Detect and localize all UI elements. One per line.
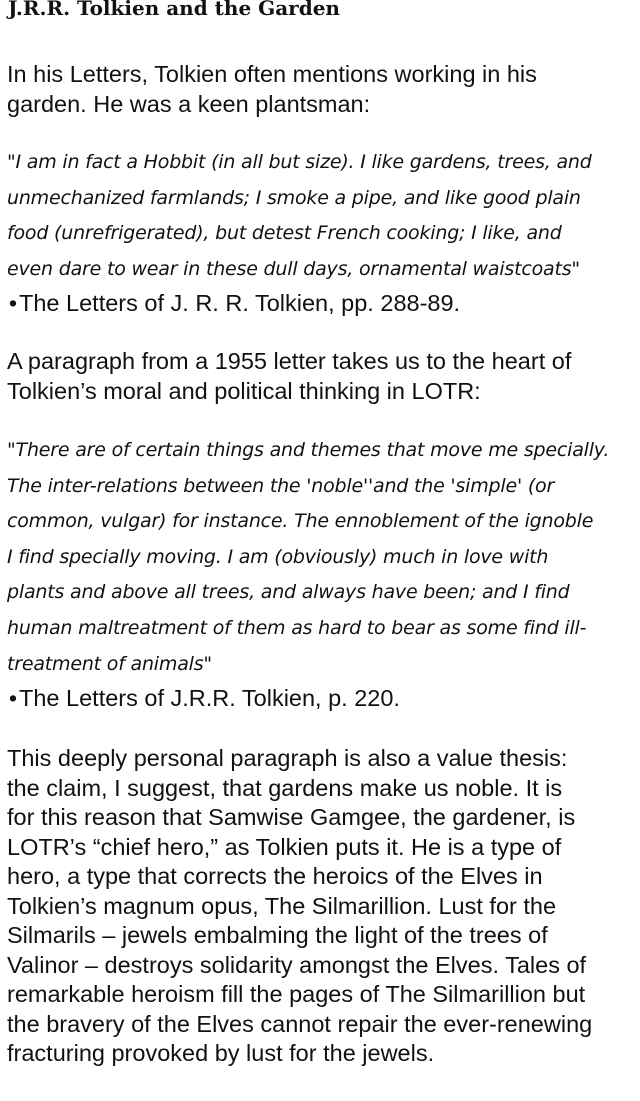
paragraph-line: Valinor – destroys solidarity amongst the Elves. Tales of bbox=[7, 951, 587, 978]
paragraph-line: LOTR’s “chief hero,” as Tolkien puts it. He is a type of bbox=[7, 833, 562, 860]
quote-line: common, vulgar) for instance. The ennoblement of the ignoble bbox=[7, 510, 594, 533]
quote-line: plants and above all trees, and always have been; and I find bbox=[7, 581, 570, 604]
intro-line: garden. He was a keen plantsman: bbox=[7, 90, 371, 117]
intro-line: In his Letters, Tolkien often mentions working in his bbox=[7, 61, 537, 87]
paragraph-line: for this reason that Samwise Gamgee, the gardener, is bbox=[7, 804, 576, 830]
paragraph-3 bbox=[7, 744, 592, 1069]
paragraph-line: Tolkien’s moral and political thinking in LOTR: bbox=[7, 377, 481, 404]
intro-paragraph bbox=[7, 60, 537, 119]
paragraph-line: This deeply personal paragraph is also a value thesis: bbox=[7, 745, 568, 771]
quote-line: "There are of certain things and themes that move me specially. bbox=[7, 439, 610, 461]
quote-line: even dare to wear in these dull days, ornamental waistcoats" bbox=[7, 257, 580, 280]
quote-line: treatment of animals" bbox=[7, 652, 212, 675]
tolkien-quote-1 bbox=[7, 145, 592, 287]
paragraph-line: the bravery of the Elves cannot repair the ever-renewing bbox=[7, 1010, 593, 1037]
paragraph-2 bbox=[7, 347, 571, 406]
paragraph-line: Tolkien’s magnum opus, The Silmarillion. Lust for the bbox=[7, 892, 557, 919]
paragraph-line: remarkable heroism fill the pages of The Silmarillion but bbox=[7, 981, 586, 1007]
tolkien-quote-2 bbox=[7, 433, 609, 682]
citation-1 bbox=[7, 289, 460, 319]
quote-line: The inter-relations between the 'noble''and the 'simple' (or bbox=[7, 474, 555, 497]
bullet-icon: • bbox=[8, 685, 18, 711]
bullet-icon: • bbox=[8, 290, 18, 316]
paragraph-line: fracturing provoked by lust for the jewels. bbox=[7, 1040, 435, 1066]
quote-line: food (unrefrigerated), but detest French cooking; I like, and bbox=[7, 222, 562, 245]
quote-line: I find specially moving. I am (obviously) much in love with bbox=[7, 545, 549, 568]
quote-line: unmechanized farmlands; I smoke a pipe, and like good plain bbox=[7, 186, 581, 209]
paragraph-line: A paragraph from a 1955 letter takes us to the heart of bbox=[7, 348, 572, 374]
quote-line: human maltreatment of them as hard to bear as some find ill- bbox=[7, 616, 587, 639]
quote-line: "I am in fact a Hobbit (in all but size). I like gardens, trees, and bbox=[7, 151, 592, 173]
page-title: J.R.R. Tolkien and the Garden bbox=[8, 0, 340, 20]
paragraph-line: hero, a type that corrects the heroics of the Elves in bbox=[7, 863, 543, 889]
citation-text: The Letters of J. R. R. Tolkien, pp. 288-89. bbox=[19, 290, 461, 316]
paragraph-line: the claim, I suggest, that gardens make us noble. It is bbox=[7, 774, 563, 801]
paragraph-line: Silmarils – jewels embalming the light of the trees of bbox=[7, 922, 548, 948]
citation-2 bbox=[7, 684, 400, 714]
citation-text: The Letters of J.R.R. Tolkien, p. 220. bbox=[19, 685, 400, 711]
